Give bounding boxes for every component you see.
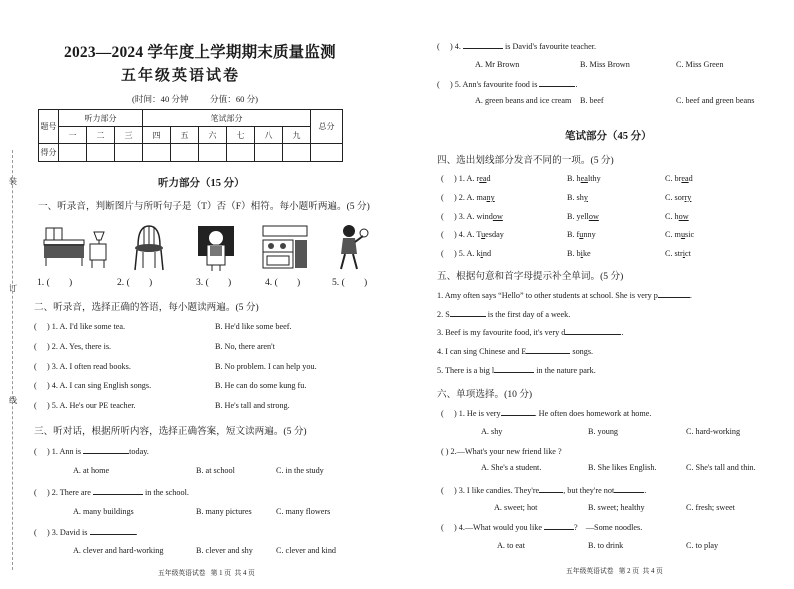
score-cell[interactable]: [87, 144, 115, 162]
s3-q3-c: C. clever and kind: [276, 546, 337, 555]
exam-subtitle: 五年级英语试卷: [121, 68, 241, 84]
score-cell[interactable]: [283, 144, 311, 162]
s3-q3-b: B. clever and shy: [196, 546, 253, 555]
answer-blank[interactable]: [565, 327, 621, 335]
r-q5-b: B. beef: [580, 96, 604, 105]
table-written: 笔试部分: [143, 110, 311, 127]
answer-blank[interactable]: [83, 446, 129, 454]
score-cell[interactable]: [199, 144, 227, 162]
s6-q4: ( ) 4.—What would you like ? —Some noodles.: [441, 523, 643, 532]
s3-q3-a: A. clever and hard-working: [73, 546, 164, 555]
s3-q2-c: C. many flowers: [276, 507, 331, 516]
s6-q3-b: B. sweet; healthy: [588, 503, 645, 512]
s4-q4-b: B. funny: [567, 230, 596, 239]
footer-left: 五年级英语试卷 第 1 页 共 4 页: [158, 570, 255, 577]
s3-q2: ( ) 2. There are in the school.: [34, 488, 189, 497]
s1-blank-2[interactable]: 2. ( ): [117, 277, 153, 288]
r-q5: ( ) 5. Ann's favourite food is .: [437, 80, 578, 89]
s6-q1-b: B. young: [588, 427, 619, 436]
s1-blank-3[interactable]: 3. ( ): [196, 277, 232, 288]
pingpong-picture: [333, 222, 369, 272]
s3-q1: ( ) 1. Ann is today.: [34, 447, 149, 456]
s4-q1-b: B. healthy: [567, 174, 601, 183]
answer-blank[interactable]: [463, 41, 503, 49]
margin-label-ding: 订: [9, 284, 17, 293]
s3-q2-b: B. many pictures: [196, 507, 252, 516]
answer-blank[interactable]: [539, 79, 575, 87]
r-q5-c: C. beef and green beans: [676, 96, 755, 105]
answer-blank[interactable]: [539, 485, 563, 493]
s3-q1-c: C. in the study: [276, 466, 324, 475]
s3-q1-a: A. at home: [73, 466, 110, 475]
s6-q1-c: C. hard-working: [686, 427, 741, 436]
s2-q3: ( ) 3. A. I often read books.: [34, 362, 131, 371]
s6-q4-a: A. to eat: [497, 541, 525, 550]
table-col: 四: [143, 127, 171, 144]
exam-title: 2023—2024 学年度上学期期末质量监测: [64, 44, 336, 61]
table-col: 六: [199, 127, 227, 144]
table-col: 三: [115, 127, 143, 144]
s4-q4-c: C. music: [665, 230, 695, 239]
s6-q4-c: C. to play: [686, 541, 719, 550]
written-heading: 笔试部分（45 分）: [565, 131, 652, 142]
s5-item-1: 1. Amy often says “Hello” to other students at school. She is very p .: [437, 291, 692, 300]
r-q4-c: C. Miss Green: [676, 60, 724, 69]
s4-q2-b: B. shy: [567, 193, 588, 202]
s3-q2-a: A. many buildings: [73, 507, 134, 516]
footer-right: 五年级英语试卷 第 2 页 共 4 页: [566, 568, 663, 575]
answer-blank[interactable]: [501, 408, 535, 416]
table-total: 总分: [311, 110, 343, 144]
r-q4-a: A. Mr Brown: [475, 60, 520, 69]
answer-blank[interactable]: [450, 309, 486, 317]
table-listening: 听力部分: [59, 110, 143, 127]
r-q4: ( ) 4. is David's favourite teacher.: [437, 42, 597, 51]
exam-info: (时间：40 分钟 分值：60 分): [132, 94, 259, 104]
s4-q5-b: B. bike: [567, 249, 591, 258]
table-col: 八: [255, 127, 283, 144]
section5-heading: 五、根据句意和首字母提示补全单词。(5 分): [437, 271, 624, 282]
table-col: 九: [283, 127, 311, 144]
s4-q3: ( ) 3. A. window: [441, 212, 503, 221]
table-col: 五: [171, 127, 199, 144]
score-cell[interactable]: [59, 144, 87, 162]
table-q-label: 题号: [39, 110, 59, 144]
s6-q2: ( ) 2.—What's your new friend like ?: [441, 447, 562, 456]
s1-blank-5[interactable]: 5. ( ): [332, 277, 368, 288]
table-score-label: 得分: [39, 144, 59, 162]
score-cell[interactable]: [143, 144, 171, 162]
bedroom-picture: [40, 222, 112, 272]
section2-heading: 二、听录音，选择正确的答语，每小题读两遍。(5 分): [34, 302, 259, 313]
margin-label-zhuang: 装: [9, 177, 17, 186]
answer-blank[interactable]: [90, 527, 136, 535]
listening-heading: 听力部分（15 分）: [158, 178, 245, 189]
s3-q1-b: B. at school: [196, 466, 235, 475]
teacher-picture: [196, 222, 236, 272]
s6-q1-a: A. shy: [481, 427, 503, 436]
s4-q2: ( ) 2. A. many: [441, 193, 495, 202]
s1-blank-1[interactable]: 1. ( ): [37, 277, 73, 288]
s4-q5: ( ) 5. A. kind: [441, 249, 492, 258]
chair-picture: [128, 222, 170, 272]
answer-blank[interactable]: [658, 290, 690, 298]
s2-q5: ( ) 5. A. He's our PE teacher.: [34, 401, 136, 410]
score-cell[interactable]: [227, 144, 255, 162]
s2-q3-b: B. No problem. I can help you.: [215, 362, 317, 371]
s2-q2: ( ) 2. A. Yes, there is.: [34, 342, 112, 351]
s6-q2-a: A. She's a student.: [481, 463, 542, 472]
s5-item-3: 3. Beef is my favourite food, it's very d .: [437, 328, 624, 337]
score-cell[interactable]: [115, 144, 143, 162]
s6-q3-c: C. fresh; sweet: [686, 503, 735, 512]
answer-blank[interactable]: [526, 346, 570, 354]
s2-q5-b: B. He's tall and strong.: [215, 401, 290, 410]
answer-blank[interactable]: [93, 487, 143, 495]
section4-heading: 四、选出划线部分发音不同的一项。(5 分): [437, 155, 614, 166]
s4-q3-b: B. yellow: [567, 212, 599, 221]
section6-heading: 六、单项选择。(10 分): [437, 389, 533, 400]
table-col: 七: [227, 127, 255, 144]
s6-q2-c: C. She's tall and thin.: [686, 463, 756, 472]
s5-item-2: 2. S is the first day of a week.: [437, 310, 571, 319]
s4-q1-c: C. bread: [665, 174, 693, 183]
s2-q2-b: B. No, there aren't: [215, 342, 275, 351]
s4-q5-c: C. strict: [665, 249, 691, 258]
s2-q1: ( ) 1. A. I'd like some tea.: [34, 322, 126, 331]
s6-q2-b: B. She likes English.: [588, 463, 657, 472]
section1-heading: 一、听录音，判断图片与所听句子是（T）否（F）相符。每小题听两遍。(5 分): [38, 201, 370, 212]
s6-q1: ( ) 1. He is very . He often does homework at home.: [441, 409, 652, 418]
s4-q3-c: C. how: [665, 212, 689, 221]
score-cell[interactable]: [311, 144, 343, 162]
table-col: 一: [59, 127, 87, 144]
s3-q3: ( ) 3. David is .: [34, 528, 138, 537]
score-cell[interactable]: [255, 144, 283, 162]
s6-q4-b: B. to drink: [588, 541, 624, 550]
s5-item-5: 5. There is a big l in the nature park.: [437, 366, 596, 375]
s6-q3: ( ) 3. I like candies. They're , but they're not .: [441, 486, 647, 495]
s4-q2-c: C. sorry: [665, 193, 692, 202]
r-q4-b: B. Miss Brown: [580, 60, 630, 69]
binding-line: [12, 150, 13, 570]
section3-heading: 三、听对话，根据所听内容，选择正确答案，短文读两遍。(5 分): [34, 426, 307, 437]
answer-blank[interactable]: [614, 485, 644, 493]
answer-blank[interactable]: [494, 365, 534, 373]
kitchen-picture: [259, 222, 311, 272]
s2-q1-b: B. He'd like some beef.: [215, 322, 292, 331]
table-col: 二: [87, 127, 115, 144]
s2-q4: ( ) 4. A. I can sing English songs.: [34, 381, 152, 390]
answer-blank[interactable]: [544, 522, 574, 530]
s5-item-4: 4. I can sing Chinese and E songs.: [437, 347, 594, 356]
s2-q4-b: B. He can do some kung fu.: [215, 381, 307, 390]
s1-blank-4[interactable]: 4. ( ): [265, 277, 301, 288]
s4-q1: ( ) 1. A. read: [441, 174, 491, 183]
r-q5-a: A. green beans and ice cream: [475, 96, 572, 105]
s4-q4: ( ) 4. A. Tuesday: [441, 230, 504, 239]
score-cell[interactable]: [171, 144, 199, 162]
margin-label-xian: 线: [9, 396, 17, 405]
s6-q3-a: A. sweet; hot: [494, 503, 538, 512]
score-table: [38, 109, 343, 162]
